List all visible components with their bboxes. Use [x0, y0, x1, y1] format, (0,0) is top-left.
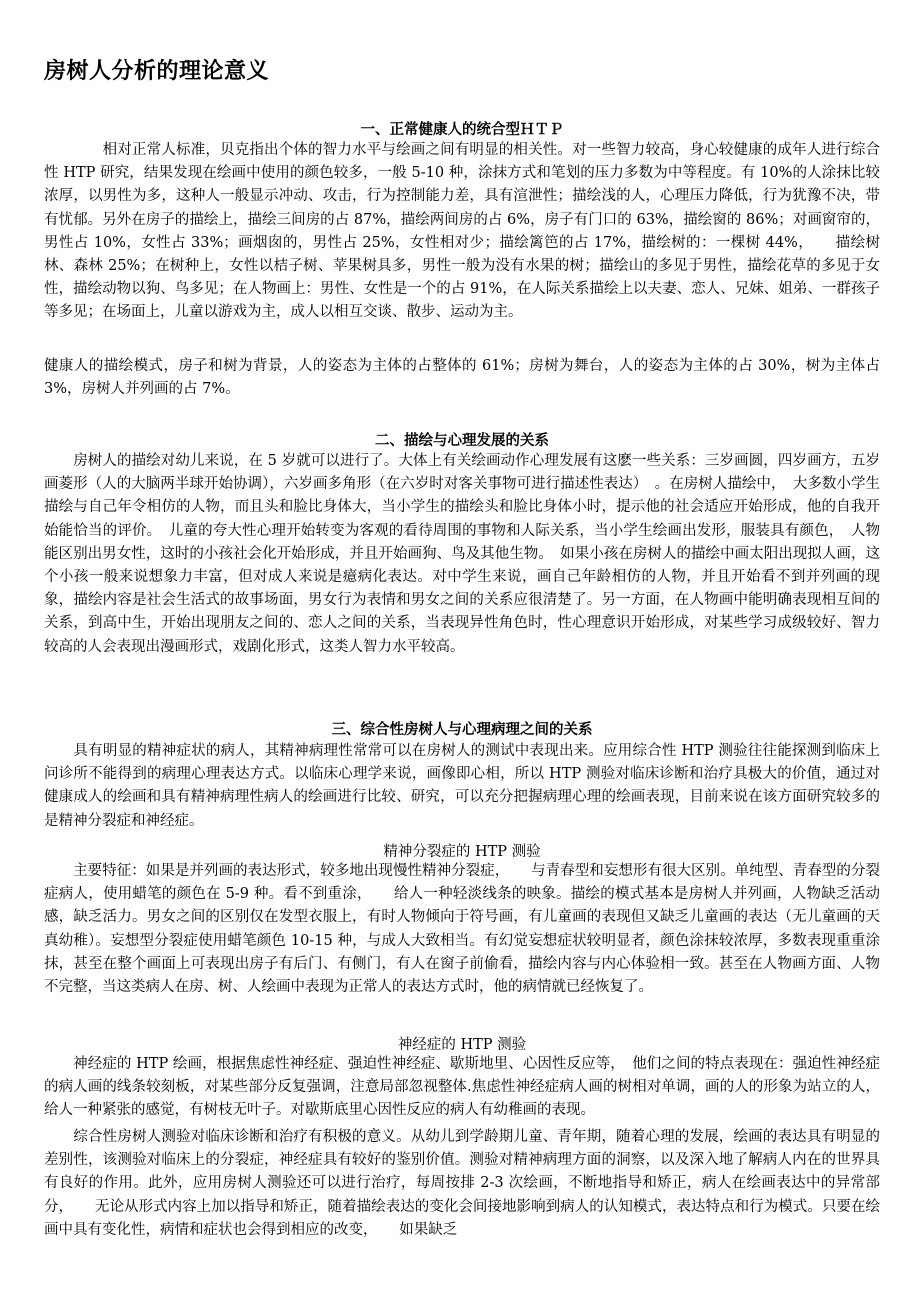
subsection-schizophrenia-title: 精神分裂症的 HTP 测验	[383, 844, 541, 860]
section-3-paragraph-1: 具有明显的精神症状的病人，其精神病理性常常可以在房树人的测试中表现出来。应用综合性 HTP 测验往往能探测到临床上问诊所不能得到的病理心理表达方式。以临床心理学来说，画像即心相，所以 HTP 测验对临床诊断和治疗具极大的价值，通过对健康成人的绘画和具有精神病理性病人的绘画进行比较、研究，可以充分把握病理心理的绘画表现，目前来说在该方面研究较多的是精神分裂症和神经症。	[44, 743, 880, 829]
subsection-neurosis-paragraph-1: 神经症的 HTP 绘画，根据焦虑性神经症、强迫性神经症、歇斯地里、心因性反应等， 他们之间的特点表现在：强迫性神经症的病人画的线条较刻板，对某些部分反复强调，注意局部忽视整体.焦虑性神经症病人画的树相对单调，画的人的形象为站立的人，给人一种紧张的感觉，有树枝无叶子。对歇斯底里心因性反应的病人有幼稚画的表现。	[44, 1056, 880, 1119]
section-1-heading: 一、正常健康人的统合型ＨＴＰ	[360, 122, 564, 138]
section-3-heading: 三、综合性房树人与心理病理之间的关系	[331, 722, 593, 738]
section-2-heading: 二、描绘与心理发展的关系	[375, 433, 549, 449]
subsection-neurosis-title: 神经症的 HTP 测验	[397, 1037, 527, 1053]
section-1-paragraph-1: 相对正常人标准，贝克指出个体的智力水平与绘画之间有明显的相关性。对一些智力较高，身心较健康的成年人进行综合性 HTP 研究，结果发现在绘画中使用的颜色较多，一般 5-10 种，涂抹方式和笔划的压力多数为中等程度。有 10%的人涂抹比较浓厚，以男性为多，这种人一般显示冲动、攻击，行为控制能力差，具有渲泄性；描绘浅的人，心理压力降低，行为犹豫不决，带有忧郁。另外在房子的描绘上，描绘三间房的占 87%，描绘两间房的占 6%，房子有门口的 63%，描绘窗的 86%；对画窗帘的，男性占 10%，女性占 33%；画烟囱的，男性占 25%，女性相对少；描绘篱笆的占 17%，描绘树的：一棵树 44%， 描绘树林、森林 25%；在树种上，女性以桔子树、苹果树具多，男性一般为没有水果的树；描绘山的多见于男性，描绘花草的多见于女性，描绘动物以狗、鸟多见；在人物画上：男性、女性是一个的占 91%，在人际关系描绘上以夫妻、恋人、兄妹、姐弟、一群孩子等多见；在场面上，儿童以游戏为主，成人以相互交谈、散步、运动为主。	[44, 142, 880, 321]
subsection-schizophrenia-paragraph: 主要特征：如果是并列画的表达形式，较多地出现慢性精神分裂症， 与青春型和妄想形有很大区别。单纯型、青春型的分裂症病人，使用蜡笔的颜色在 5-9 种。看不到重涂， 给人一种轻淡线条的映象。描绘的模式基本是房树人并列画，人物缺乏活动感，缺乏活力。男女之间的区别仅在发型衣服上，有时人物倾向于符号画，有儿童画的表现但又缺乏儿童画的表达（无儿童画的天真幼稚）。妄想型分裂症使用蜡笔颜色 10-15 种，与成人大致相当。有幻觉妄想症状较明显者，颜色涂抹较浓厚，多数表现重重涂抹，甚至在整个画面上可表现出房子有后门、有侧门，有人在窗子前偷看，描绘内容与内心体验相一致。甚至在人物画方面、人物不完整，当这类病人在房、树、人绘画中表现为正常人的表达方式时，他的病情就已经恢复了。	[44, 863, 880, 996]
section-1-paragraph-2: 健康人的描绘模式，房子和树为背景，人的姿态为主体的占整体的 61%；房树为舞台，人的姿态为主体的占 30%，树为主体占 3%，房树人并列画的占 7%。	[44, 358, 880, 398]
page-title: 房树人分析的理论意义	[44, 59, 270, 84]
section-2-paragraph-1: 房树人的描绘对幼儿来说，在 5 岁就可以进行了。大体上有关绘画动作心理发展有这麽一些关系：三岁画圆，四岁画方，五岁画菱形（人的大脑两半球开始协调），六岁画多角形（在六岁时对客关事物可进行描述性表达） 。在房树人描绘中， 大多数小学生描绘与自己年令相仿的人物，而且头和脸比身体大，当小学生的描绘头和脸比身体小时，提示他的社会适应开始形成，他的自我开始能恰当的评价。 儿童的夸大性心理开始转变为客观的看待周围的事物和人际关系，当小学生绘画出发形，服装具有颜色， 人物能区别出男女性，这时的小孩社会化开始形成，并且开始画狗、鸟及其他生物。 如果小孩在房树人的描绘中画太阳出现拟人画，这个小孩一般来说想象力丰富，但对成人来说是癔病化表达。对中学生来说，画自己年龄相仿的人物，并且开始看不到并列画的现象，描绘内容是社会生活式的故事场面，男女行为表情和男女之间的关系应很清楚了。另一方面，在人物画中能明确表现相互间的关系，到高中生，开始出现朋友之间的、恋人之间的关系，当表现异性角色时，性心理意识开始形成，对某些学习成级较好、智力较高的人会表现出漫画形式，戏剧化形式，这类人智力水平较高。	[44, 453, 880, 655]
subsection-neurosis-paragraph-2: 综合性房树人测验对临床诊断和治疗有积极的意义。从幼儿到学龄期儿童、青年期，随着心理的发展，绘画的表达具有明显的差别性，该测验对临床上的分裂症，神经症具有较好的鉴别价值。测验对精神病理方面的洞察，以及深入地了解病人内在的世界具有良好的作用。此外，应用房树人测验还可以进行治疗，每周按排 2-3 次绘画，不断地指导和矫正，病人在绘画表达中的异常部分， 无论从形式内容上加以指导和矫正，随着描绘表达的变化会间接地影响到病人的认知模式，表达特点和行为模式。只要在绘画中具有变化性，病情和症状也会得到相应的改变， 如果缺乏	[44, 1129, 880, 1238]
